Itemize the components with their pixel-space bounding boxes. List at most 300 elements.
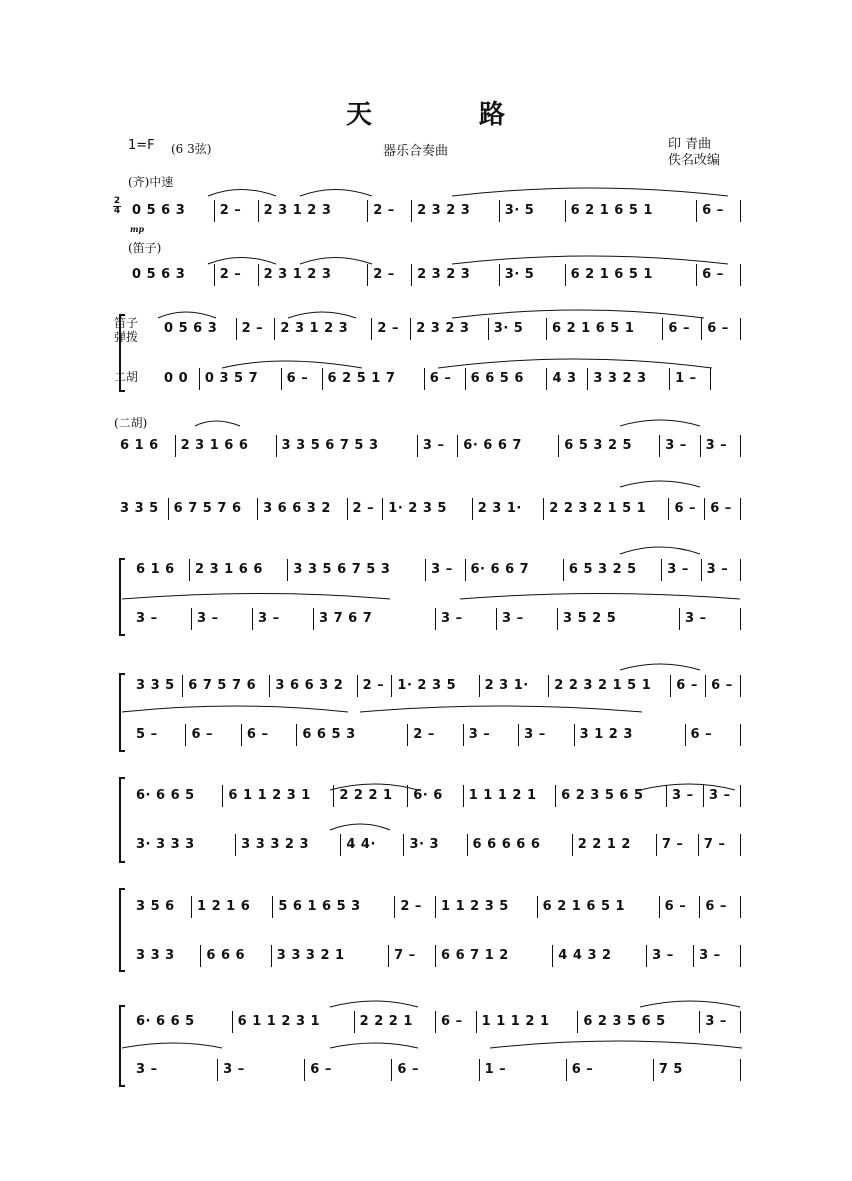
measure: 3 – (705, 1014, 727, 1029)
slur (300, 258, 372, 265)
measure: 0 5 6 3 (132, 203, 186, 218)
notation-row (0, 1013, 852, 1043)
measure: 6 – (246, 727, 269, 742)
bar-line (388, 945, 389, 967)
measure: 3 6 6 3 2 (275, 678, 344, 693)
measure: 6 – (664, 899, 687, 914)
measure: 3 – (258, 611, 280, 626)
measure: 3 3 3 2 1 (276, 948, 345, 963)
bar-line (565, 200, 566, 222)
bar-line (710, 368, 711, 390)
time-signature-top: 2 (113, 196, 121, 206)
bar-line (407, 785, 408, 807)
bar-line (457, 435, 458, 457)
measure: 3 – (706, 562, 729, 577)
time-signature-bottom: 4 (113, 206, 121, 216)
measure: 2 3 2 3 (417, 267, 471, 282)
bar-line (276, 435, 277, 457)
bar-line (222, 785, 223, 807)
measure: 6 6 5 6 (470, 371, 524, 386)
bar-line (200, 945, 201, 967)
measure: 6 – (707, 321, 729, 336)
instrument-label-erhu: 二胡 (114, 370, 139, 384)
bar-line (705, 675, 706, 697)
bar-line (566, 1059, 567, 1081)
bar-line (653, 1059, 654, 1081)
bar-line (235, 834, 236, 856)
bar-line (668, 498, 669, 520)
measure: 1 1 2 3 5 (441, 899, 509, 914)
tempo-marking: (齐)中速 (128, 175, 174, 189)
measure: 6 5 3 2 5 (564, 438, 633, 453)
measure: 6· 6 6 7 (463, 438, 522, 453)
measure: 2 2 2 1 (339, 788, 393, 803)
measure: 3 – (685, 611, 707, 626)
notation-row (0, 947, 852, 977)
slur (158, 312, 216, 318)
measure: 2 3 1 6 6 (195, 562, 263, 577)
slur (330, 1043, 418, 1048)
bar-line (241, 724, 242, 746)
bar-line (217, 1059, 218, 1081)
bar-line (546, 368, 547, 390)
bar-line (499, 200, 500, 222)
measure: 3 3 5 6 7 5 3 (293, 562, 391, 577)
measure: 6 1 1 2 3 1 (237, 1014, 321, 1029)
bar-line (740, 608, 741, 630)
bar-line (543, 498, 544, 520)
slur (300, 190, 372, 197)
measure: 2 3 2 3 (416, 321, 470, 336)
bar-line (669, 368, 670, 390)
bar-line (189, 559, 190, 581)
bar-line (587, 368, 588, 390)
bar-line (272, 896, 273, 918)
measure: 3 – (502, 611, 524, 626)
slur (208, 258, 276, 265)
measure: 2 – (219, 203, 242, 218)
bar-line (548, 675, 549, 697)
bar-line (740, 945, 741, 967)
bar-line (661, 559, 662, 581)
bar-line (182, 675, 183, 697)
measure: 3· 5 (504, 203, 535, 218)
measure: 6 – (711, 678, 733, 693)
bar-line (696, 264, 697, 286)
measure: 0 5 6 3 (164, 321, 218, 336)
measure: 6 6 7 1 2 (441, 948, 509, 963)
notation-row (0, 836, 852, 866)
bar-line (740, 264, 741, 286)
measure: 1· 2 3 5 (397, 678, 457, 693)
bar-line (281, 368, 282, 390)
measure: 6 2 5 1 7 (327, 371, 396, 386)
measure: 6· 6 (413, 788, 443, 803)
bar-line (371, 318, 372, 340)
slur (195, 421, 240, 426)
notation-row (0, 370, 852, 400)
measure: 2 3 1 2 3 (263, 267, 332, 282)
key-signature: 1=F (128, 138, 155, 153)
measure: 3 6 6 3 2 (263, 501, 331, 516)
measure: 7 – (703, 837, 726, 852)
measure: 3 7 6 7 (319, 611, 373, 626)
bar-line (698, 834, 699, 856)
measure: 3 1 2 3 (579, 727, 633, 742)
notation-row (0, 726, 852, 756)
measure: 6 1 6 (136, 562, 175, 577)
bar-line (488, 318, 489, 340)
measure: 3 – (431, 562, 453, 577)
bar-line (479, 675, 480, 697)
notation-row (0, 677, 852, 707)
bar-line (191, 608, 192, 630)
slur (288, 312, 356, 318)
bar-line (304, 1059, 305, 1081)
measure: 3 – (705, 438, 728, 453)
bar-line (199, 368, 200, 390)
measure: 6 7 5 7 6 (188, 678, 257, 693)
bar-line (565, 264, 566, 286)
slur (122, 594, 390, 600)
bar-line (703, 785, 704, 807)
bar-line (322, 368, 323, 390)
slur (222, 361, 362, 368)
measure: 2 2 3 2 1 5 1 (554, 678, 652, 693)
measure: 6 – (674, 501, 697, 516)
subtitle: 器乐合奏曲 (383, 144, 449, 159)
bar-line (465, 559, 466, 581)
measure: 6 – (702, 267, 724, 282)
measure: 6 – (676, 678, 698, 693)
measure: 6 2 1 6 5 1 (570, 267, 653, 282)
slur (640, 1001, 740, 1007)
measure: 2 3 2 3 (417, 203, 471, 218)
measure: 3 – (665, 438, 687, 453)
bar-line (296, 724, 297, 746)
bar-line (572, 834, 573, 856)
notation-row (0, 500, 852, 530)
bar-line (425, 559, 426, 581)
measure: 4 3 (552, 371, 577, 386)
bar-line (435, 608, 436, 630)
notation-row (0, 320, 852, 350)
measure: 6 2 3 5 6 5 (583, 1014, 666, 1029)
notation-row (0, 1061, 852, 1091)
measure: 2 2 3 2 1 5 1 (549, 501, 647, 516)
measure: 6 6 6 (206, 948, 246, 963)
measure: 6 2 1 6 5 1 (542, 899, 626, 914)
bar-line (435, 1011, 436, 1033)
measure: 2 – (413, 727, 435, 742)
measure: 7 – (661, 837, 684, 852)
measure: 3 – (524, 727, 546, 742)
bar-line (472, 498, 473, 520)
title-second-char: 路 (479, 100, 507, 130)
measure: 2 3 1 2 3 (280, 321, 349, 336)
measure: 2 – (400, 899, 422, 914)
bar-line (740, 785, 741, 807)
measure: 3· 5 (493, 321, 524, 336)
measure: 3 – (136, 611, 158, 626)
bar-line (577, 1011, 578, 1033)
bar-line (662, 318, 663, 340)
bar-line (274, 318, 275, 340)
bar-line (252, 608, 253, 630)
bar-line (518, 724, 519, 746)
measure: 0 3 5 7 (204, 371, 259, 386)
bar-line (410, 318, 411, 340)
bar-line (659, 896, 660, 918)
measure: 3 3 5 (136, 678, 175, 693)
bar-line (185, 724, 186, 746)
bar-line (175, 435, 176, 457)
measure: 7 – (394, 948, 416, 963)
notation-row (0, 561, 852, 591)
measure: 4 4· (346, 837, 376, 852)
bar-line (407, 724, 408, 746)
bar-line (258, 264, 259, 286)
measure: 6· 6 6 5 (136, 1014, 195, 1029)
notation-row (0, 898, 852, 928)
bar-line (659, 435, 660, 457)
measure: 6 – (702, 203, 724, 218)
measure: 6 1 6 (120, 438, 159, 453)
measure: 1 1 1 2 1 (481, 1014, 550, 1029)
slur (452, 256, 728, 264)
bar-line (704, 498, 705, 520)
tuning-note: (6 3弦) (171, 142, 212, 156)
measure: 2 2 1 2 (577, 837, 631, 852)
measure: 7 5 (658, 1062, 683, 1077)
instrument-label-dizi: (笛子) (128, 241, 162, 255)
bar-line (574, 724, 575, 746)
bar-line (740, 896, 741, 918)
measure: 2 – (362, 678, 385, 693)
measure: 3 – (709, 788, 731, 803)
arranger-credit: 佚名改编 (668, 153, 721, 168)
measure: 6 – (441, 1014, 463, 1029)
bar-line (257, 498, 258, 520)
bar-line (435, 896, 436, 918)
bar-line (214, 264, 215, 286)
measure: 6 – (668, 321, 690, 336)
bar-line (740, 675, 741, 697)
bar-line (740, 724, 741, 746)
slur (438, 359, 712, 368)
bar-line (340, 834, 341, 856)
bar-line (382, 498, 383, 520)
bar-line (499, 264, 500, 286)
bar-line (666, 785, 667, 807)
measure: 6 2 1 6 5 1 (570, 203, 653, 218)
measure: 3 3 5 (120, 501, 159, 516)
bar-line (699, 1011, 700, 1033)
measure: 3· 3 (409, 837, 439, 852)
measure: 6 – (286, 371, 309, 386)
measure: 3 – (699, 948, 721, 963)
bar-line (214, 200, 215, 222)
bar-line (258, 200, 259, 222)
measure: 6 – (705, 899, 727, 914)
measure: 2 3 1· (477, 501, 522, 516)
bar-line (740, 1011, 741, 1033)
measure: 6 2 3 5 6 5 (561, 788, 644, 803)
bar-line (699, 896, 700, 918)
bar-line (191, 896, 192, 918)
measure: 3 – (197, 611, 219, 626)
measure: 1 1 1 2 1 (468, 788, 537, 803)
slur (330, 824, 390, 830)
bar-line (411, 264, 412, 286)
bar-line (670, 675, 671, 697)
bar-line (656, 834, 657, 856)
slur (620, 547, 700, 554)
measure: 2 – (352, 501, 375, 516)
bar-line (357, 675, 358, 697)
measure: 3 – (652, 948, 674, 963)
bar-line (367, 200, 368, 222)
slur (452, 188, 728, 196)
measure: 2 – (373, 267, 395, 282)
measure: 2 2 2 1 (359, 1014, 413, 1029)
notation-row (0, 437, 852, 467)
bar-line (546, 318, 547, 340)
measure: 6· 6 6 7 (470, 562, 530, 577)
bar-line (701, 318, 702, 340)
measure: 3 5 6 (136, 899, 175, 914)
measure: 5 – (136, 727, 158, 742)
measure: 6 2 1 6 5 1 (552, 321, 635, 336)
measure: 1 – (484, 1062, 507, 1077)
measure: 3 3 5 6 7 5 3 (281, 438, 379, 453)
measure: 3 – (468, 727, 491, 742)
measure: 6 – (191, 727, 214, 742)
composer-credit: 印 青曲 (668, 137, 712, 152)
bar-line (740, 834, 741, 856)
measure: 3 – (422, 438, 445, 453)
bar-line (701, 559, 702, 581)
measure: 2 3 1· (484, 678, 529, 693)
bar-line (269, 675, 270, 697)
measure: 5 6 1 6 5 3 (278, 899, 361, 914)
notation-row (0, 787, 852, 817)
bar-line (552, 945, 553, 967)
bar-line (696, 200, 697, 222)
measure: 6 6 6 6 6 (472, 837, 541, 852)
bar-line (646, 945, 647, 967)
bar-line (679, 608, 680, 630)
bar-line (479, 1059, 480, 1081)
instrument-label-tanbo: 弹拨 (114, 330, 139, 344)
bar-line (394, 896, 395, 918)
bar-line (463, 724, 464, 746)
instrument-label-dizi-short: 笛子 (114, 316, 139, 330)
measure: 6 7 5 7 6 (173, 501, 242, 516)
measure: 3 – (672, 788, 694, 803)
measure: 1 – (675, 371, 697, 386)
bar-line (232, 1011, 233, 1033)
slur (330, 1001, 418, 1007)
measure: 6 – (310, 1062, 332, 1077)
bar-line (555, 785, 556, 807)
bar-line (740, 498, 741, 520)
measure: 3 – (136, 1062, 158, 1077)
measure: 3· 5 (504, 267, 535, 282)
instrument-label-erhu-paren: (二胡) (114, 416, 148, 430)
slur (620, 420, 700, 426)
measure: 3 3 3 (136, 948, 175, 963)
dynamic-marking: mp (130, 224, 145, 234)
bar-line (347, 498, 348, 520)
measure: 6 – (429, 371, 452, 386)
bar-line (463, 785, 464, 807)
bar-line (465, 368, 466, 390)
bar-line (476, 1011, 477, 1033)
measure: 2 – (241, 321, 264, 336)
measure: 2 – (373, 203, 395, 218)
measure: 6 – (397, 1062, 419, 1077)
bar-line (700, 435, 701, 457)
bar-line (496, 608, 497, 630)
notation-row (0, 610, 852, 640)
bar-line (693, 945, 694, 967)
measure: 6 5 3 2 5 (568, 562, 637, 577)
measure: 1 2 1 6 (197, 899, 251, 914)
bar-line (411, 200, 412, 222)
bar-line (740, 1059, 741, 1081)
bar-line (557, 608, 558, 630)
measure: 3 3 2 3 (593, 371, 647, 386)
bar-line (236, 318, 237, 340)
slur (122, 1043, 222, 1048)
bar-line (391, 1059, 392, 1081)
bar-line (417, 435, 418, 457)
slur (452, 310, 704, 318)
bar-line (685, 724, 686, 746)
bar-line (287, 559, 288, 581)
bar-line (740, 318, 741, 340)
measure: 2 3 1 2 3 (263, 203, 332, 218)
bar-line (424, 368, 425, 390)
bar-line (391, 675, 392, 697)
bar-line (740, 200, 741, 222)
bar-line (467, 834, 468, 856)
bar-line (271, 945, 272, 967)
measure: 2 – (219, 267, 242, 282)
measure: 3· 3 3 3 (136, 837, 195, 852)
measure: 2 3 1 6 6 (180, 438, 249, 453)
bar-line (403, 834, 404, 856)
measure: 3 3 3 2 3 (241, 837, 310, 852)
bar-line (168, 498, 169, 520)
measure: 0 5 6 3 (132, 267, 186, 282)
bar-line (333, 785, 334, 807)
measure: 6 – (710, 501, 732, 516)
measure: 6 1 1 2 3 1 (228, 788, 311, 803)
measure: 4 4 3 2 (558, 948, 612, 963)
measure: 2 – (377, 321, 399, 336)
bar-line (354, 1011, 355, 1033)
measure: 3 5 2 5 (563, 611, 617, 626)
bar-line (313, 608, 314, 630)
measure: 3 – (223, 1062, 245, 1077)
notation-row (0, 202, 852, 232)
measure: 3 – (667, 562, 689, 577)
bar-line (367, 264, 368, 286)
bar-line (740, 559, 741, 581)
bar-line (740, 435, 741, 457)
